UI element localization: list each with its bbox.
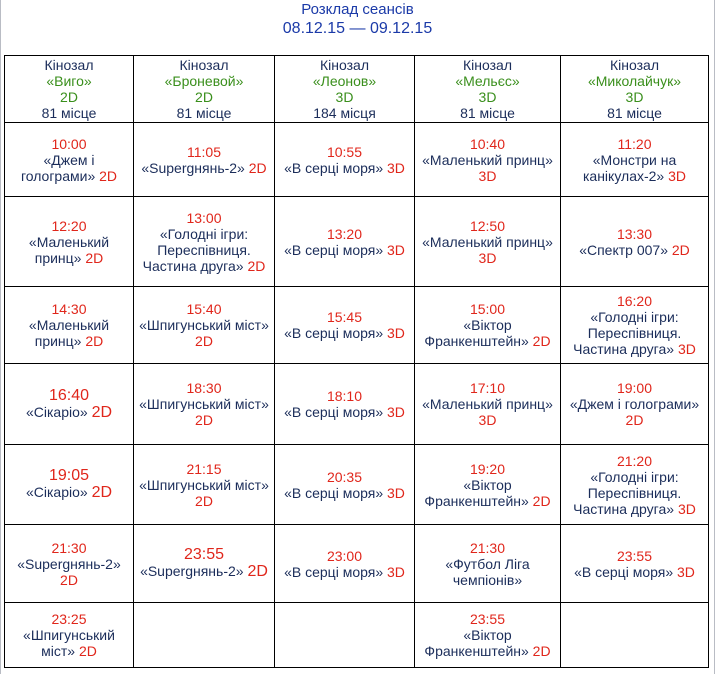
film-title: «Джем і голограми» <box>569 396 700 412</box>
session-cell <box>561 445 709 525</box>
hall-label: Кінозал <box>320 57 369 73</box>
film-title: «Голодні ігри: Переспівниця. Частина друга» <box>573 468 682 517</box>
hall-header-row <box>5 56 709 123</box>
film-title: «В серці моря» <box>284 563 384 580</box>
session-time: 11:20 <box>617 135 652 152</box>
film-format: 2D <box>248 159 267 176</box>
session-time: 19:05 <box>48 467 90 484</box>
session-time: 17:10 <box>469 380 506 396</box>
session-time: 16:20 <box>616 293 653 309</box>
session-time: 15:40 <box>186 301 222 317</box>
film-title: «Джем і голограми» <box>20 151 96 184</box>
film-format: 3D <box>387 325 405 341</box>
session-cell <box>134 445 275 525</box>
hall-name: «Миколайчук» <box>587 73 681 89</box>
session-time: 23:55 <box>183 546 225 563</box>
session-row <box>5 287 709 364</box>
session-time: 11:05 <box>187 143 221 160</box>
film-title: «Маленький принц» <box>422 396 553 412</box>
session-row <box>5 445 709 525</box>
session-row <box>5 123 709 197</box>
film-format: 2D <box>60 571 78 588</box>
film-title: «Supergнянь-2» <box>141 159 245 176</box>
film-format: 3D <box>478 167 497 184</box>
session-cell <box>134 197 275 287</box>
session-cell <box>275 525 415 603</box>
hall-header <box>134 56 275 123</box>
film-title: «Supergнянь-2» <box>17 555 121 572</box>
session-cell <box>5 603 134 668</box>
session-cell <box>275 603 415 668</box>
session-time: 19:00 <box>616 380 653 396</box>
film-title: «Голодні ігри: Переспівниця. Частина друга» <box>142 225 251 274</box>
session-cell <box>5 287 134 364</box>
film-title: «Футбол Ліга чемпіонів» <box>445 555 530 588</box>
session-cell <box>561 123 709 197</box>
film-title: «Маленький принц» <box>28 233 110 266</box>
session-cell <box>561 525 709 603</box>
session-time: 23:00 <box>326 547 363 564</box>
film-format: 2D <box>195 412 213 428</box>
session-time: 21:30 <box>51 539 87 556</box>
session-time: 20:35 <box>326 468 363 485</box>
hall-seats: 81 місце <box>41 105 97 121</box>
film-format: 2D <box>91 484 113 501</box>
film-format: 3D <box>478 412 497 428</box>
session-cell <box>134 364 275 445</box>
hall-seats: 81 місце <box>460 105 515 121</box>
session-cell <box>134 123 275 197</box>
film-format: 2D <box>195 333 213 349</box>
hall-fmt: 3D <box>625 89 644 105</box>
film-format: 3D <box>387 159 405 176</box>
film-format: 3D <box>668 167 687 184</box>
film-format: 3D <box>387 484 405 501</box>
session-cell <box>415 603 561 668</box>
session-cell <box>415 364 561 445</box>
film-title: «В серці моря» <box>284 484 384 501</box>
session-cell <box>561 287 709 364</box>
session-row <box>5 525 709 603</box>
session-cell <box>134 525 275 603</box>
film-title: «Шпигунський міст» <box>23 627 115 659</box>
session-time: 10:40 <box>469 135 506 152</box>
session-time: 21:30 <box>469 539 506 556</box>
session-cell <box>275 364 415 445</box>
session-cell <box>561 603 709 668</box>
session-time: 12:50 <box>469 217 506 234</box>
session-cell <box>5 445 134 525</box>
film-format: 2D <box>625 412 644 428</box>
session-cell <box>5 123 134 197</box>
film-title: «В серці моря» <box>284 241 384 258</box>
film-format: 2D <box>85 333 104 349</box>
session-row <box>5 364 709 445</box>
session-time: 18:10 <box>326 388 363 404</box>
session-cell <box>415 197 561 287</box>
hall-name: «Виго» <box>46 73 92 89</box>
film-title: «Віктор Франкенштейн» <box>424 476 529 509</box>
session-cell <box>275 287 415 364</box>
session-cell <box>275 197 415 287</box>
session-time: 12:20 <box>51 217 87 234</box>
session-cell <box>5 197 134 287</box>
hall-label: Кінозал <box>44 57 94 73</box>
hall-fmt: 2D <box>60 89 78 105</box>
film-format: 2D <box>247 563 268 580</box>
film-title: «В серці моря» <box>284 159 384 176</box>
film-format: 2D <box>247 257 266 274</box>
film-format: 2D <box>195 492 213 509</box>
film-format: 2D <box>671 241 690 258</box>
film-title: «Шпигунський міст» <box>139 317 269 333</box>
hall-seats: 81 місце <box>607 105 662 121</box>
hall-name: «Мельєс» <box>455 73 520 89</box>
film-title: «Шпигунський міст» <box>139 476 269 493</box>
hall-seats: 81 місце <box>176 105 232 121</box>
film-title: «Шпигунський міст» <box>139 396 269 412</box>
session-cell <box>415 123 561 197</box>
session-cell <box>275 445 415 525</box>
session-time: 21:20 <box>616 452 653 469</box>
session-cell <box>134 603 275 668</box>
session-time: 23:55 <box>616 547 653 564</box>
session-time: 10:55 <box>326 143 363 160</box>
session-time: 10:00 <box>51 135 87 152</box>
film-title: «Маленький принц» <box>422 151 553 168</box>
session-row <box>5 197 709 287</box>
session-cell <box>5 364 134 445</box>
film-format: 3D <box>677 563 695 580</box>
film-title: «Голодні ігри: Переспівниця. Частина друга» <box>573 309 682 357</box>
film-title: «Сікаріо» <box>25 403 88 420</box>
session-time: 23:55 <box>469 611 506 627</box>
session-cell <box>561 364 709 445</box>
film-format: 2D <box>78 643 97 659</box>
film-title: «В серці моря» <box>284 404 384 420</box>
film-format: 3D <box>677 500 696 517</box>
hall-fmt: 2D <box>195 89 213 105</box>
session-cell <box>5 525 134 603</box>
schedule-table <box>4 55 709 668</box>
film-format: 2D <box>99 167 118 184</box>
film-title: «Віктор Франкенштейн» <box>424 627 529 659</box>
session-time: 21:15 <box>186 460 222 477</box>
film-title: «Маленький принц» <box>28 317 110 349</box>
session-time: 15:45 <box>326 309 363 325</box>
film-format: 2D <box>85 249 104 266</box>
film-format: 3D <box>478 249 497 266</box>
session-time: 19:20 <box>469 460 506 477</box>
hall-name: «Леонов» <box>312 73 377 89</box>
hall-fmt: 3D <box>478 89 497 105</box>
hall-label: Кінозал <box>610 57 659 73</box>
film-title: «Монстри на канікулах-2» <box>582 151 677 184</box>
film-format: 3D <box>387 241 405 258</box>
hall-header <box>5 56 134 123</box>
film-title: «В серці моря» <box>574 563 674 580</box>
hall-header <box>275 56 415 123</box>
date-range: 08.12.15 — 09.12.15 <box>282 20 433 37</box>
film-title: «Маленький принц» <box>422 233 553 250</box>
hall-label: Кінозал <box>179 57 229 73</box>
film-title: «В серці моря» <box>284 325 384 341</box>
session-cell <box>134 287 275 364</box>
hall-name: «Броневой» <box>164 73 244 89</box>
film-title: «Віктор Франкенштейн» <box>424 317 529 349</box>
film-format: 3D <box>677 341 696 357</box>
session-time: 13:00 <box>186 209 222 226</box>
session-row <box>5 603 709 668</box>
session-time: 16:40 <box>48 386 90 404</box>
session-time: 13:20 <box>326 225 363 242</box>
hall-seats: 184 місця <box>313 105 376 121</box>
film-format: 3D <box>387 404 405 420</box>
session-time: 13:30 <box>616 225 653 242</box>
film-title: «Спектр 007» <box>579 241 668 258</box>
session-cell <box>415 445 561 525</box>
film-format: 2D <box>91 403 113 421</box>
film-format: 3D <box>387 563 405 580</box>
session-time: 23:25 <box>51 611 87 627</box>
hall-fmt: 3D <box>335 89 354 105</box>
film-format: 2D <box>532 643 551 659</box>
film-format: 2D <box>532 492 551 509</box>
session-cell <box>561 197 709 287</box>
session-cell <box>415 287 561 364</box>
page-title: Розклад сеансів <box>301 1 414 18</box>
session-time: 15:00 <box>469 301 506 317</box>
session-cell <box>275 123 415 197</box>
session-time: 14:30 <box>51 301 87 317</box>
session-cell <box>415 525 561 603</box>
film-title: «Сікаріо» <box>25 484 88 500</box>
hall-header <box>561 56 709 123</box>
hall-label: Кінозал <box>463 57 512 73</box>
film-format: 2D <box>532 333 551 349</box>
hall-header <box>415 56 561 123</box>
session-time: 18:30 <box>186 380 222 396</box>
film-title: «Supergнянь-2» <box>140 563 244 579</box>
